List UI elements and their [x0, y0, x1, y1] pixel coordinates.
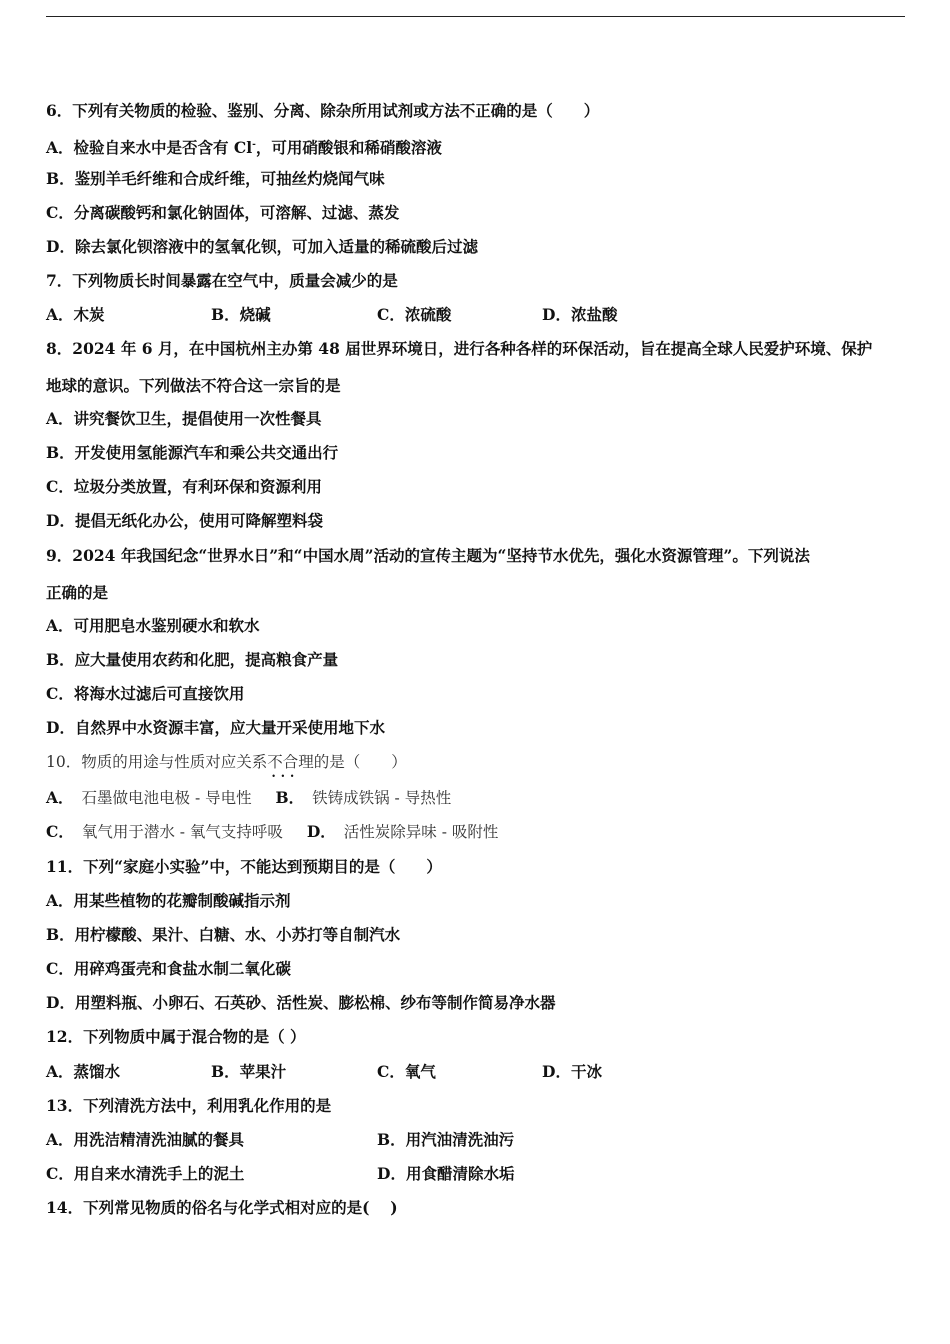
- question-8-stem-line-1: 8．2024 年 6 月，在中国杭州主办第 48 届世界环境日，进行各种各样的环保活动，旨在提高全球人民爱护环境、保护: [46, 339, 873, 358]
- question-8-option-d: D．提倡无纸化办公，使用可降解塑料袋: [46, 511, 323, 530]
- question-9-stem-line-1: 9．2024 年我国纪念“世界水日”和“中国水周”活动的宣传主题为“坚持节水优先，强化水资源管理”。下列说法: [46, 546, 810, 565]
- question-11-option-a: A．用某些植物的花瓣制酸碱指示剂: [46, 891, 291, 910]
- question-8-option-b: B．开发使用氢能源汽车和乘公共交通出行: [46, 443, 339, 462]
- question-9-option-b: B．应大量使用农药和化肥，提高粮食产量: [46, 650, 339, 669]
- question-11-option-b: B．用柠檬酸、果汁、白糖、水、小苏打等自制汽水: [46, 925, 401, 944]
- q13-option-a: A．用洗洁精清洗油腻的餐具: [46, 1130, 245, 1149]
- question-11-option-d: D．用塑料瓶、小卵石、石英砂、活性炭、膨松棉、纱布等制作简易净水器: [46, 993, 556, 1012]
- question-10-stem: [46, 752, 407, 772]
- q10-option-c-letter: C．: [46, 822, 74, 841]
- q7-option-d: D．浓盐酸: [542, 305, 618, 324]
- q10-option-c-text: 氧气用于潜水 - 氧气支持呼吸: [81, 823, 283, 841]
- q13-option-c: C．用自来水清洗手上的泥土: [46, 1164, 245, 1183]
- question-11-option-c: C．用碎鸡蛋壳和食盐水制二氧化碳: [46, 959, 291, 978]
- question-9-option-c: C．将海水过滤后可直接饮用: [46, 684, 245, 703]
- question-10-options-row-2: [46, 822, 498, 842]
- header-rule: [46, 16, 905, 17]
- q10-text-pre: 10．物质的用途与性质对应关系: [46, 753, 268, 771]
- question-12-stem: 12．下列物质中属于混合物的是（ ）: [46, 1027, 306, 1046]
- q12-option-c: C．氧气: [377, 1062, 436, 1081]
- question-9-stem-line-2: 正确的是: [46, 583, 109, 602]
- q6a-superscript: -: [252, 140, 256, 150]
- question-8-stem-line-2: 地球的意识。下列做法不符合这一宗旨的是: [46, 376, 341, 395]
- q10-text-post: 的是（ ）: [313, 753, 407, 771]
- question-8-option-c: C．垃圾分类放置，有利环保和资源利用: [46, 477, 322, 496]
- question-14-stem: 14．下列常见物质的俗名与化学式相对应的是( ): [46, 1198, 398, 1217]
- q10-option-b-text: 铁铸成铁锅 - 导热性: [312, 789, 452, 807]
- q6a-text-post: ，可用硝酸银和稀硝酸溶液: [255, 138, 442, 158]
- q7-option-a: A．木炭: [46, 305, 105, 324]
- q10-option-a-letter: A．: [46, 788, 74, 807]
- question-6-option-a: [46, 135, 442, 158]
- question-6-stem: 6．下列有关物质的检验、鉴别、分离、除杂所用试剂或方法不正确的是（ ）: [46, 101, 600, 120]
- q7-option-c: C．浓硫酸: [377, 305, 452, 324]
- q10-option-b-letter: B．: [275, 788, 305, 807]
- question-9-option-a: A．可用肥皂水鉴别硬水和软水: [46, 616, 260, 635]
- question-13-stem: 13．下列清洗方法中，利用乳化作用的是: [46, 1096, 332, 1115]
- q10-option-d-letter: D．: [306, 822, 336, 841]
- question-7-stem: 7．下列物质长时间暴露在空气中，质量会减少的是: [46, 271, 398, 290]
- q10-option-d-text: 活性炭除异味 - 吸附性: [343, 823, 499, 841]
- q10-emphasis: 不合理 • • •: [267, 752, 314, 772]
- question-11-stem: 11．下列“家庭小实验”中，不能达到预期目的是（ ）: [46, 857, 442, 876]
- q7-option-b: B．烧碱: [211, 305, 271, 324]
- question-6-option-d: D．除去氯化钡溶液中的氢氧化钡，可加入适量的稀硫酸后过滤: [46, 237, 478, 256]
- q12-option-b: B．苹果汁: [211, 1062, 287, 1081]
- question-6-option-b: B．鉴别羊毛纤维和合成纤维，可抽丝灼烧闻气味: [46, 169, 385, 188]
- question-10-options-row-1: [46, 788, 451, 808]
- question-8-option-a: A．讲究餐饮卫生，提倡使用一次性餐具: [46, 409, 322, 428]
- question-9-option-d: D．自然界中水资源丰富，应大量开采使用地下水: [46, 718, 385, 737]
- q12-option-a: A．蒸馏水: [46, 1062, 121, 1081]
- question-6-option-c: C．分离碳酸钙和氯化钠固体，可溶解、过滤、蒸发: [46, 203, 400, 222]
- q12-option-d: D．干冰: [542, 1062, 602, 1081]
- q13-option-b: B．用汽油清洗油污: [377, 1130, 515, 1149]
- q6a-text-pre: A．检验自来水中是否含有 Cl: [46, 138, 253, 158]
- q13-option-d: D．用食醋清除水垢: [377, 1164, 515, 1183]
- q10-option-a-text: 石墨做电池电极 - 导电性: [81, 789, 252, 807]
